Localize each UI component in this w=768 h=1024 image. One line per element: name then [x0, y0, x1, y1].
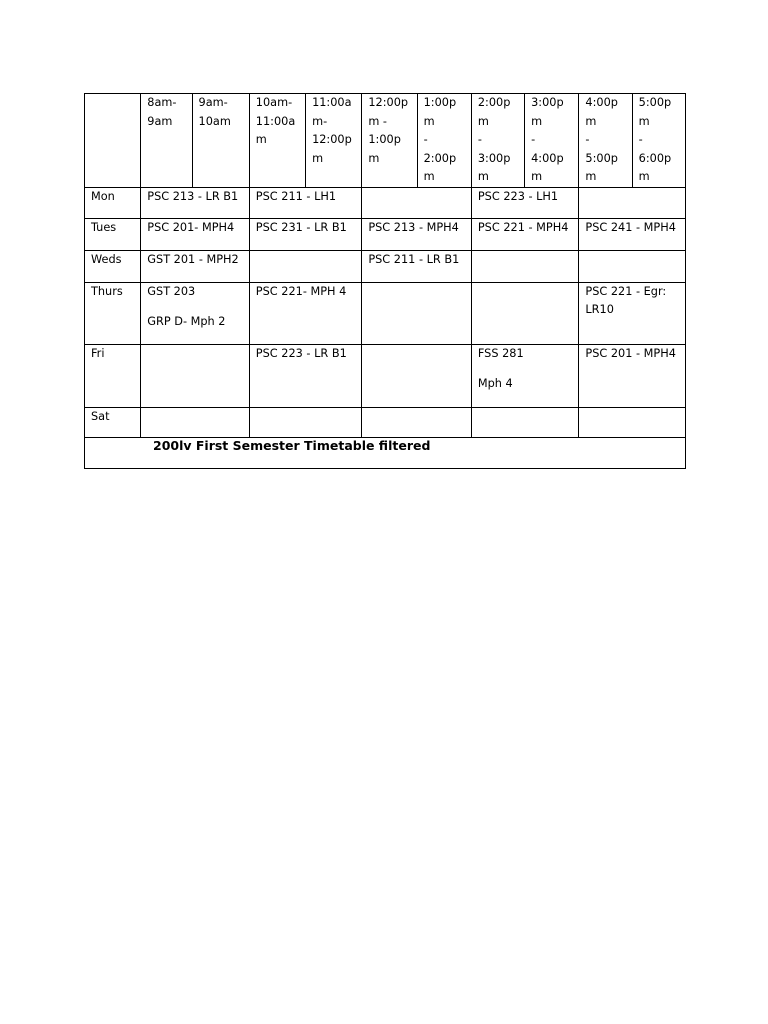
slot-header-8am: 8am- 9am: [141, 94, 192, 188]
class-cell: [471, 282, 579, 344]
class-cell: [362, 344, 472, 407]
class-room: LR10: [585, 303, 614, 316]
class-cell: PSC 201- MPH4: [141, 218, 250, 250]
class-cell: [579, 250, 686, 282]
day-label-sat: Sat: [85, 407, 141, 437]
class-code: PSC 221 - Egr:: [585, 284, 667, 298]
class-cell: PSC 213 - MPH4: [362, 218, 472, 250]
class-cell: [471, 250, 579, 282]
class-cell: PSC 241 - MPH4: [579, 218, 686, 250]
class-room: Mph 4: [477, 377, 513, 390]
slot-header-2pm: 2:00pm - 3:00pm: [471, 94, 524, 188]
class-cell: [579, 282, 686, 344]
table-row-thurs: [85, 282, 686, 344]
table-caption: 200lv First Semester Timetable filtered: [153, 437, 431, 453]
class-cell: [471, 344, 579, 407]
header-corner-cell: [85, 94, 141, 188]
class-group: GRP D- Mph 2: [147, 315, 226, 328]
class-cell: PSC 211 - LH1: [249, 187, 362, 218]
class-cell: PSC 223 - LR B1: [249, 344, 362, 407]
class-cell: PSC 201 - MPH4: [579, 344, 686, 407]
slot-header-5pm: 5:00pm - 6:00pm: [632, 94, 685, 188]
slot-header-3pm: 3:00pm - 4:00pm: [525, 94, 579, 188]
table-row-sat: [85, 407, 686, 437]
class-cell: PSC 223 - LH1: [471, 187, 579, 218]
class-code: FSS 281: [477, 346, 524, 360]
slot-header-11am: 11:00a m- 12:00p m: [306, 94, 362, 188]
class-cell: PSC 221 - MPH4: [471, 218, 579, 250]
class-cell: [141, 282, 250, 344]
caption-cell: [85, 437, 686, 468]
class-cell: GST 201 - MPH2: [141, 250, 250, 282]
class-cell: [141, 407, 250, 437]
table-row-mon: [85, 187, 686, 218]
class-cell: [141, 344, 250, 407]
class-cell: PSC 221- MPH 4: [249, 282, 362, 344]
slot-header-4pm: 4:00pm - 5:00pm: [579, 94, 632, 188]
class-cell: [362, 282, 472, 344]
class-cell: [249, 407, 362, 437]
header-row: [85, 94, 686, 188]
day-label-tues: Tues: [85, 218, 141, 250]
table-row-weds: [85, 250, 686, 282]
class-cell: [471, 407, 579, 437]
day-label-fri: Fri: [85, 344, 141, 407]
timetable: [84, 93, 686, 469]
class-cell: [579, 407, 686, 437]
caption-row: [85, 437, 686, 468]
class-code: GST 203: [147, 284, 196, 298]
class-cell: [362, 187, 472, 218]
slot-header-9am: 9am- 10am: [192, 94, 249, 188]
class-cell: [579, 187, 686, 218]
slot-header-1pm: 1:00pm - 2:00pm: [417, 94, 471, 188]
class-cell: [362, 407, 472, 437]
slot-header-12pm: 12:00p m - 1:00pm: [362, 94, 417, 188]
day-label-thurs: Thurs: [85, 282, 141, 344]
table-row-tues: [85, 218, 686, 250]
class-cell: PSC 211 - LR B1: [362, 250, 472, 282]
day-label-mon: Mon: [85, 187, 141, 218]
day-label-weds: Weds: [85, 250, 141, 282]
table-row-fri: [85, 344, 686, 407]
class-cell: [249, 250, 362, 282]
class-cell: PSC 231 - LR B1: [249, 218, 362, 250]
class-cell: PSC 213 - LR B1: [141, 187, 250, 218]
slot-header-10am: 10am- 11:00a m: [249, 94, 305, 188]
